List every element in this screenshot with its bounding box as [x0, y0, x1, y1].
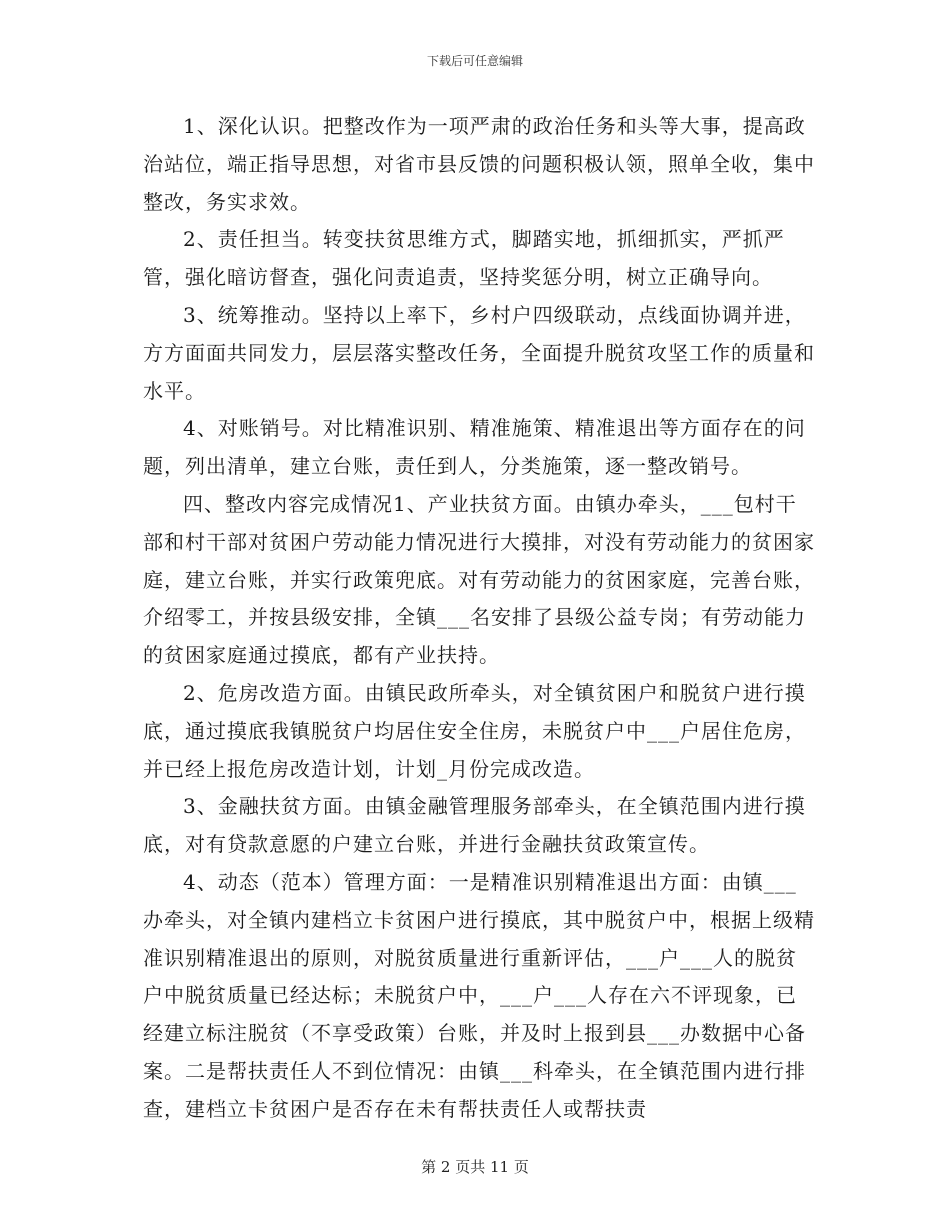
paragraph-account-reconciliation: 4、对账销号。对比精准识别、精准施策、精准退出等方面存在的问题，列出清单，建立台账，责任到人，分类施策，逐一整改销号。 [143, 416, 806, 479]
paragraph-financial-poverty-relief: 3、金融扶贫方面。由镇金融管理服务部牵头，在全镇范围内进行摸底，对有贷款意愿的户建立台账，并进行金融扶贫政策宣传。 [143, 794, 806, 857]
paragraph-industry-poverty-relief: 四、整改内容完成情况1、产业扶贫方面。由镇办牵头，___包村干部和村干部对贫困户劳动能力情况进行大摸排，对没有劳动能力的贫困家庭，建立台账，并实行政策兜底。对有劳动能力的贫困家庭，完善台账，介绍零工，并按县级安排，全镇___名安排了县级公益专岗；有劳动能力的贫困家庭通过摸底，都有产业扶持。 [143, 491, 815, 668]
page-footer: 第 2 页共 11 页 [421, 1158, 529, 1176]
document-body [143, 108, 815, 1129]
paragraph-responsibility: 2、责任担当。转变扶贫思维方式，脚踏实地，抓细抓实，严抓严管，强化暗访督查，强化问责追责，坚持奖惩分明，树立正确导向。 [143, 227, 785, 290]
paragraph-deepen-understanding: 1、深化认识。把整改作为一项严肃的政治任务和头等大事，提高政治站位，端正指导思想，对省市县反馈的问题积极认领，照单全收，集中整改，务实求效。 [143, 114, 815, 214]
paragraph-dangerous-housing: 2、危房改造方面。由镇民政所牵头，对全镇贫困户和脱贫户进行摸底，通过摸底我镇脱贫户均居住安全住房，未脱贫户中___户居住危房，并已经上报危房改造计划，计划_月份完成改造。 [143, 680, 806, 781]
page-header: 下载后可任意编辑 [426, 54, 523, 68]
paragraph-dynamic-management: 4、动态（范本）管理方面：一是精准识别精准退出方面：由镇___办牵头，对全镇内建档立卡贫困户进行摸底，其中脱贫户中，根据上级精准识别精准退出的原则，对脱贫质量进行重新评估，___户___人的脱贫户中脱贫质量已经达标；未脱贫户中，___户___人存在六不评现象，已经建立标注脱贫（不享受政策）台账，并及时上报到县___办数据中心备案。二是帮扶责任人不到位情况：由镇___科牵头，在全镇范围内进行排查，建档立卡贫困户是否存在未有帮扶责任人或帮扶责 [143, 869, 815, 1121]
paragraph-coordination: 3、统筹推动。坚持以上率下，乡村户四级联动，点线面协调并进，方方面面共同发力，层层落实整改任务，全面提升脱贫攻坚工作的质量和水平。 [143, 302, 815, 403]
